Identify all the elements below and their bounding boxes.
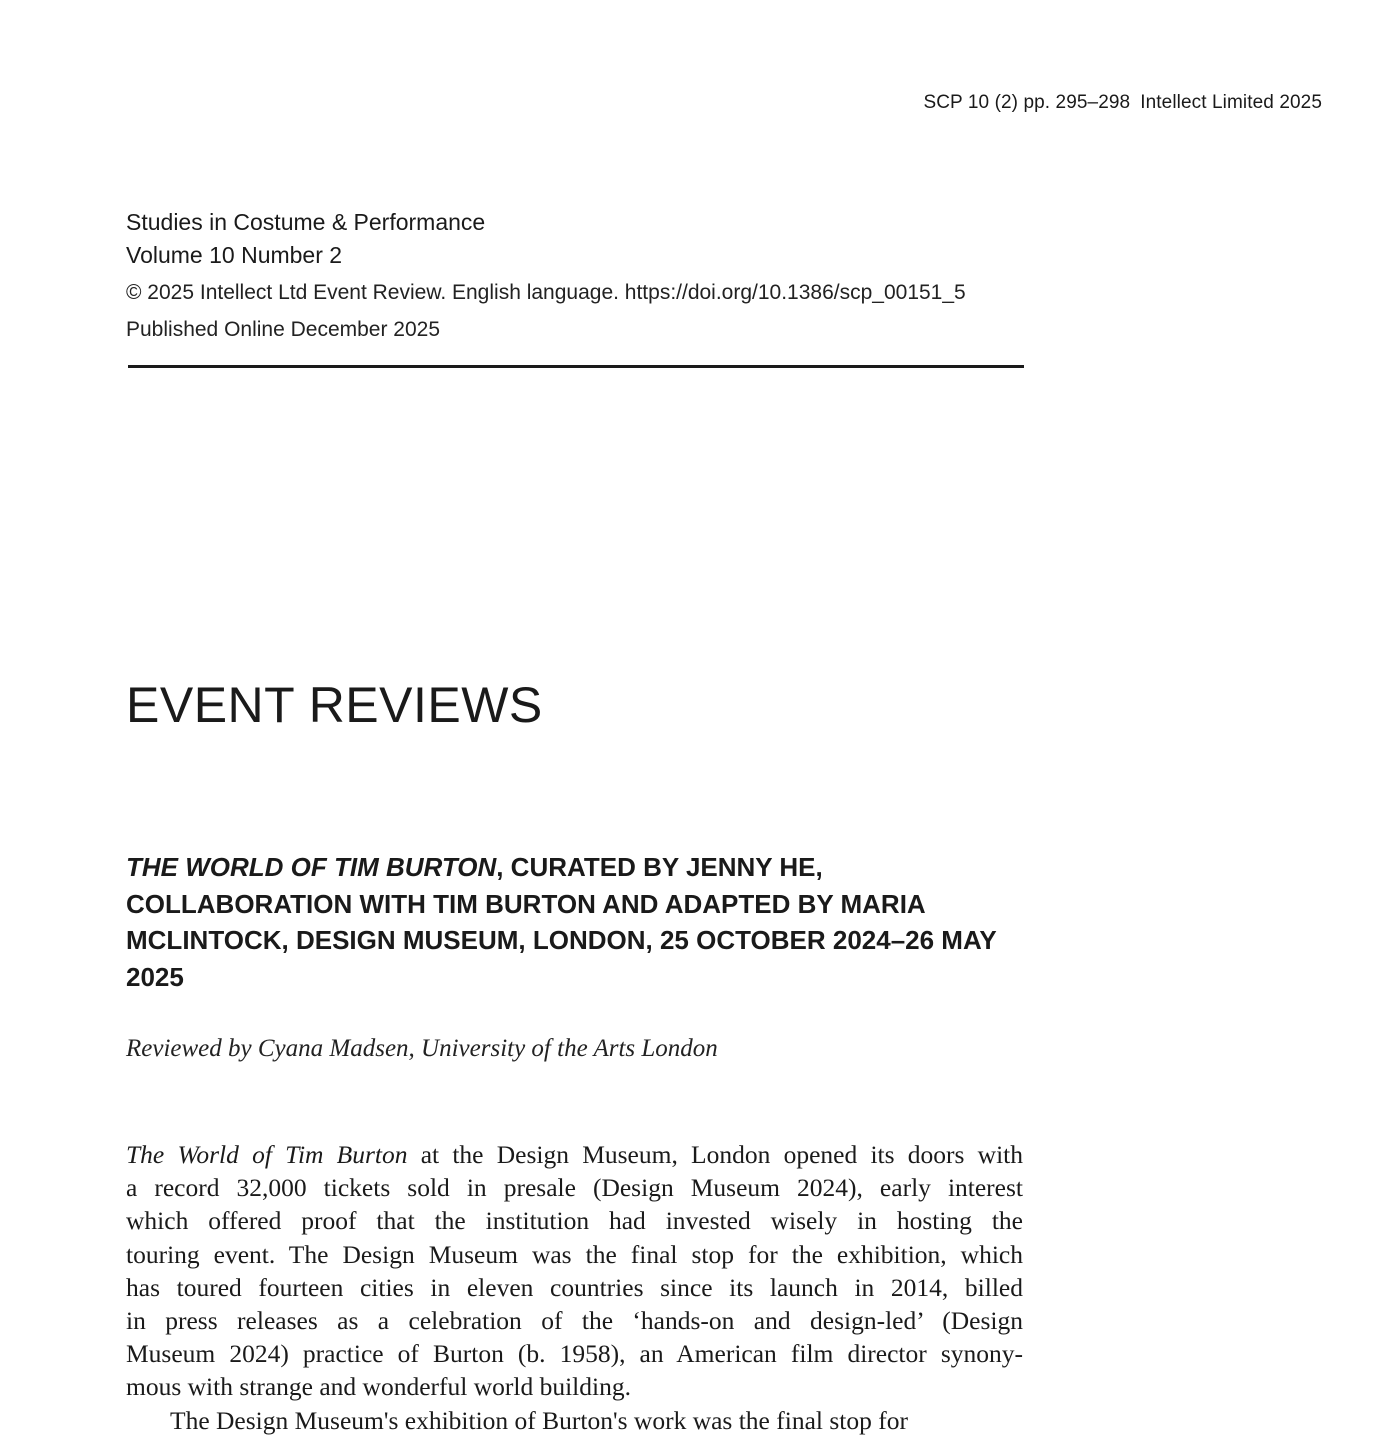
review-title-work: THE WORLD OF TIM BURTON [126, 852, 497, 882]
body-lead-title: The World of Tim Burton [126, 1140, 408, 1169]
journal-volume: Volume 10 Number 2 [126, 242, 343, 268]
body-line: mous with strange and wonderful world building. [126, 1372, 631, 1402]
body-line: Museum 2024) practice of Burton (b. 1958), an American film director synony- [126, 1339, 1023, 1369]
next-paragraph-cut-off: The Design Museum's exhibition of Burton's work was the final stop for [170, 1405, 908, 1435]
published-online-line: Published Online December 2025 [126, 318, 441, 341]
review-title-details: , CURATED BY JENNY HE, COLLABORATION WITH TIM BURTON AND ADAPTED BY MARIA MCLINTOCK, DESIGN MUSEUM, LONDON, 25 OCTOBER 2024–26 MAY 2025 [126, 852, 997, 992]
body-line: in press releases as a celebration of the ‘hands-on and design-led’ (Design [126, 1306, 1023, 1336]
section-heading: EVENT REVIEWS [126, 677, 543, 733]
publisher-line: Intellect Limited 2025 [1140, 92, 1322, 113]
body-line: touring event. The Design Museum was the final stop for the exhibition, which [126, 1239, 1023, 1269]
journal-reference: SCP 10 (2) pp. 295–298 [923, 92, 1131, 113]
review-title [126, 849, 1026, 995]
body-line: has toured fourteen cities in eleven countries since its launch in 2014, billed [126, 1272, 1023, 1302]
running-head [923, 92, 1322, 114]
journal-title: Studies in Costume & Performance [126, 209, 486, 235]
body-line: The World of Tim Burton at the Design Museum, London opened its doors with [126, 1140, 1023, 1169]
body-line: a record 32,000 tickets sold in presale (Design Museum 2024), early interest [126, 1173, 1023, 1203]
body-paragraph [126, 1138, 1023, 1435]
copyright-doi-line: © 2025 Intellect Ltd Event Review. English language. https://doi.org/10.1386/scp_00151_5 [126, 281, 966, 304]
journal-info [126, 206, 1026, 348]
body-line: which offered proof that the institution had invested wisely in hosting the [126, 1206, 1023, 1236]
reviewer-byline: Reviewed by Cyana Madsen, University of the Arts London [126, 1035, 718, 1062]
header-divider [128, 365, 1024, 368]
